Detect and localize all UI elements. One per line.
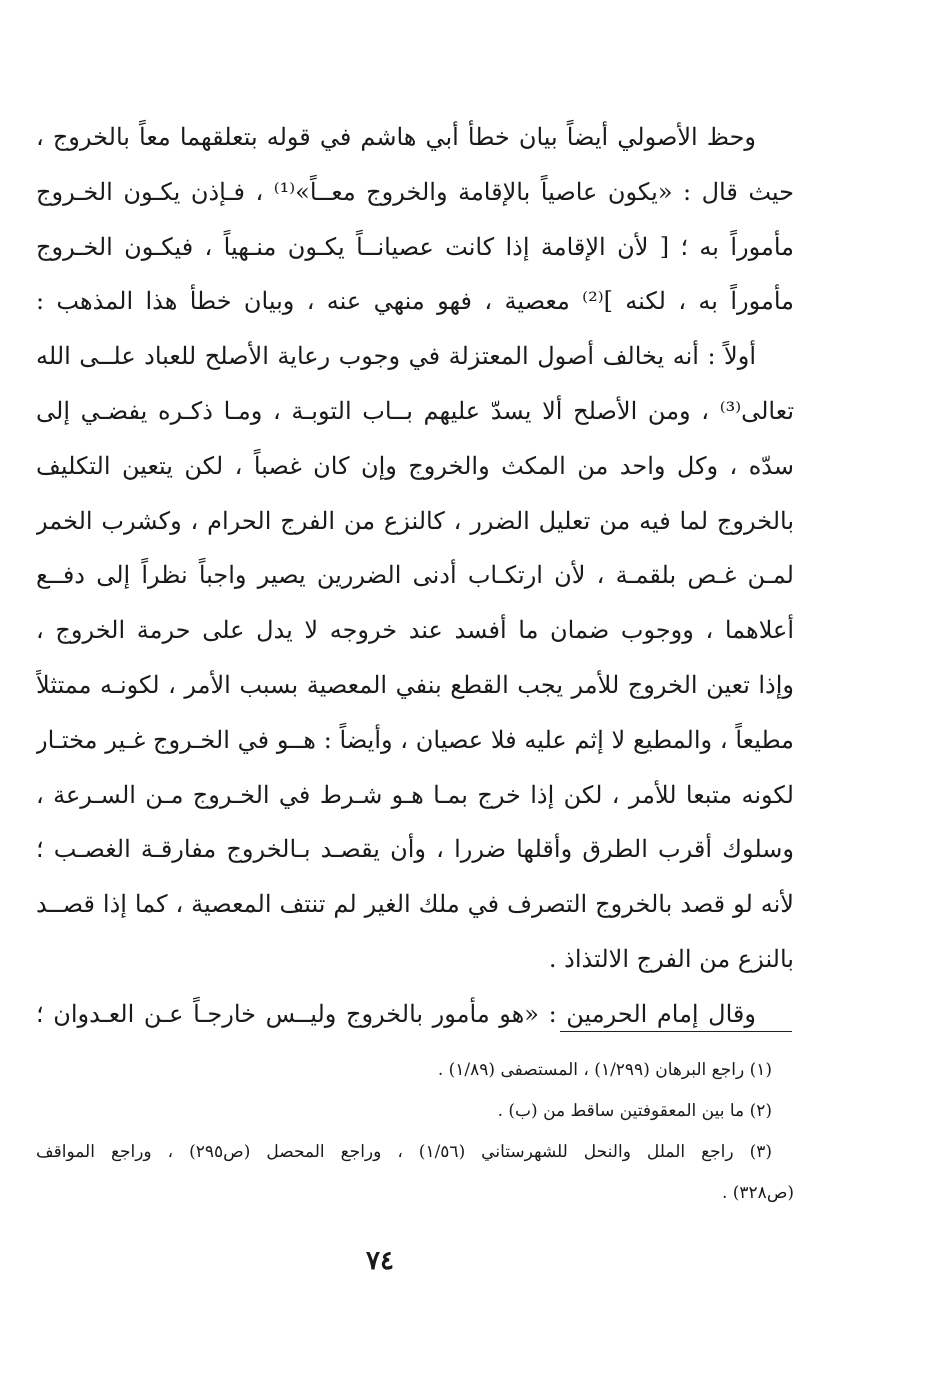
- body-line: مأموراً به ؛ [ لأن الإقامة إذا كانت عصيانــاً يكـون منـهياً ، فيكـون الخـروج: [36, 232, 794, 261]
- body-line: بالنزع من الفرج الالتذاذ .: [548, 944, 794, 973]
- footnotes: [36, 1050, 794, 1214]
- body-line: مأموراً به ، لكنه ]⁽²⁾ معصية ، فهو منهي عنه ، وبيان خطأ هذا المذهب :: [36, 287, 794, 316]
- body-line: تعالى⁽³⁾ ، ومن الأصلح ألا يسدّ عليهم بــاب التوبـة ، ومـا ذكـره يفضـي إلى: [36, 396, 794, 425]
- body-line: مطيعاً ، والمطيع لا إثم عليه فلا عصيان ، وأيضاً : هــو في الخـروج غـير مختـار: [36, 725, 794, 754]
- body-line: وقال إمام الحرمين : «هو مأمور بالخروج وليــس خارجـاً عـن العـدوان ؛: [36, 999, 756, 1028]
- body-line: وإذا تعين الخروج للأمر يجب القطع بنفي المعصية بسبب الأمر ، لكونـه ممتثلاً: [36, 670, 794, 699]
- body-line: وسلوك أقرب الطرق وأقلها ضررا ، وأن يقصـد بـالخروج مفارقـة الغصـب ؛: [36, 835, 794, 864]
- footnote: (٣) راجع الملل والنحل للشهرستاني (١/٥٦) ، وراجع المحصل (ص٢٩٥) ، وراجع المواقف: [36, 1142, 772, 1162]
- footnote-separator: [560, 1031, 792, 1032]
- body-line: لأنه لو قصد بالخروج التصرف في ملك الغير لم تنتف المعصية ، كما إذا قصــد: [36, 890, 794, 919]
- page-number: ٧٤: [366, 1246, 394, 1276]
- footnote: (١) راجع البرهان (١/٢٩٩) ، المستصفى (١/٨٩) .: [437, 1060, 772, 1080]
- footnote-continuation: (ص٣٢٨) .: [721, 1183, 794, 1203]
- body-line: وحظ الأصولي أيضاً بيان خطأ أبي هاشم في قوله بتعلقهما معاً بالخروج ،: [36, 123, 756, 151]
- body-line: سدّه ، وكل واحد من المكث والخروج وإن كان غصباً ، لكن يتعين التكليف: [36, 451, 794, 480]
- footnote: (٢) ما بين المعقوفتين ساقط من (ب) .: [497, 1101, 772, 1121]
- body-line: أعلاهما ، ووجوب ضمان ما أفسد عند خروجه لا يدل على حرمة الخروج ،: [36, 616, 794, 645]
- body-line: أولاً : أنه يخالف أصول المعتزلة في وجوب رعاية الأصلح للعباد علــى الله: [36, 342, 756, 371]
- body-line: لمـن غـص بلقمـة ، لأن ارتكـاب أدنى الضررين يصير واجباً نظراً إلى دفــع: [36, 561, 794, 590]
- body-line: حيث قال : «يكون عاصياً بالإقامة والخروج معــاً»⁽¹⁾ ، فـإذن يكـون الخـروج: [36, 177, 794, 206]
- main-text: [36, 110, 794, 1042]
- body-line: لكونه متبعا للأمر ، لكن إذا خرج بمـا هـو شـرط في الخـروج مـن السـرعة ،: [36, 780, 794, 809]
- body-line: بالخروج لما فيه من تعليل الضرر ، كالنزع من الفرج الحرام ، وكشرب الخمر: [36, 506, 794, 535]
